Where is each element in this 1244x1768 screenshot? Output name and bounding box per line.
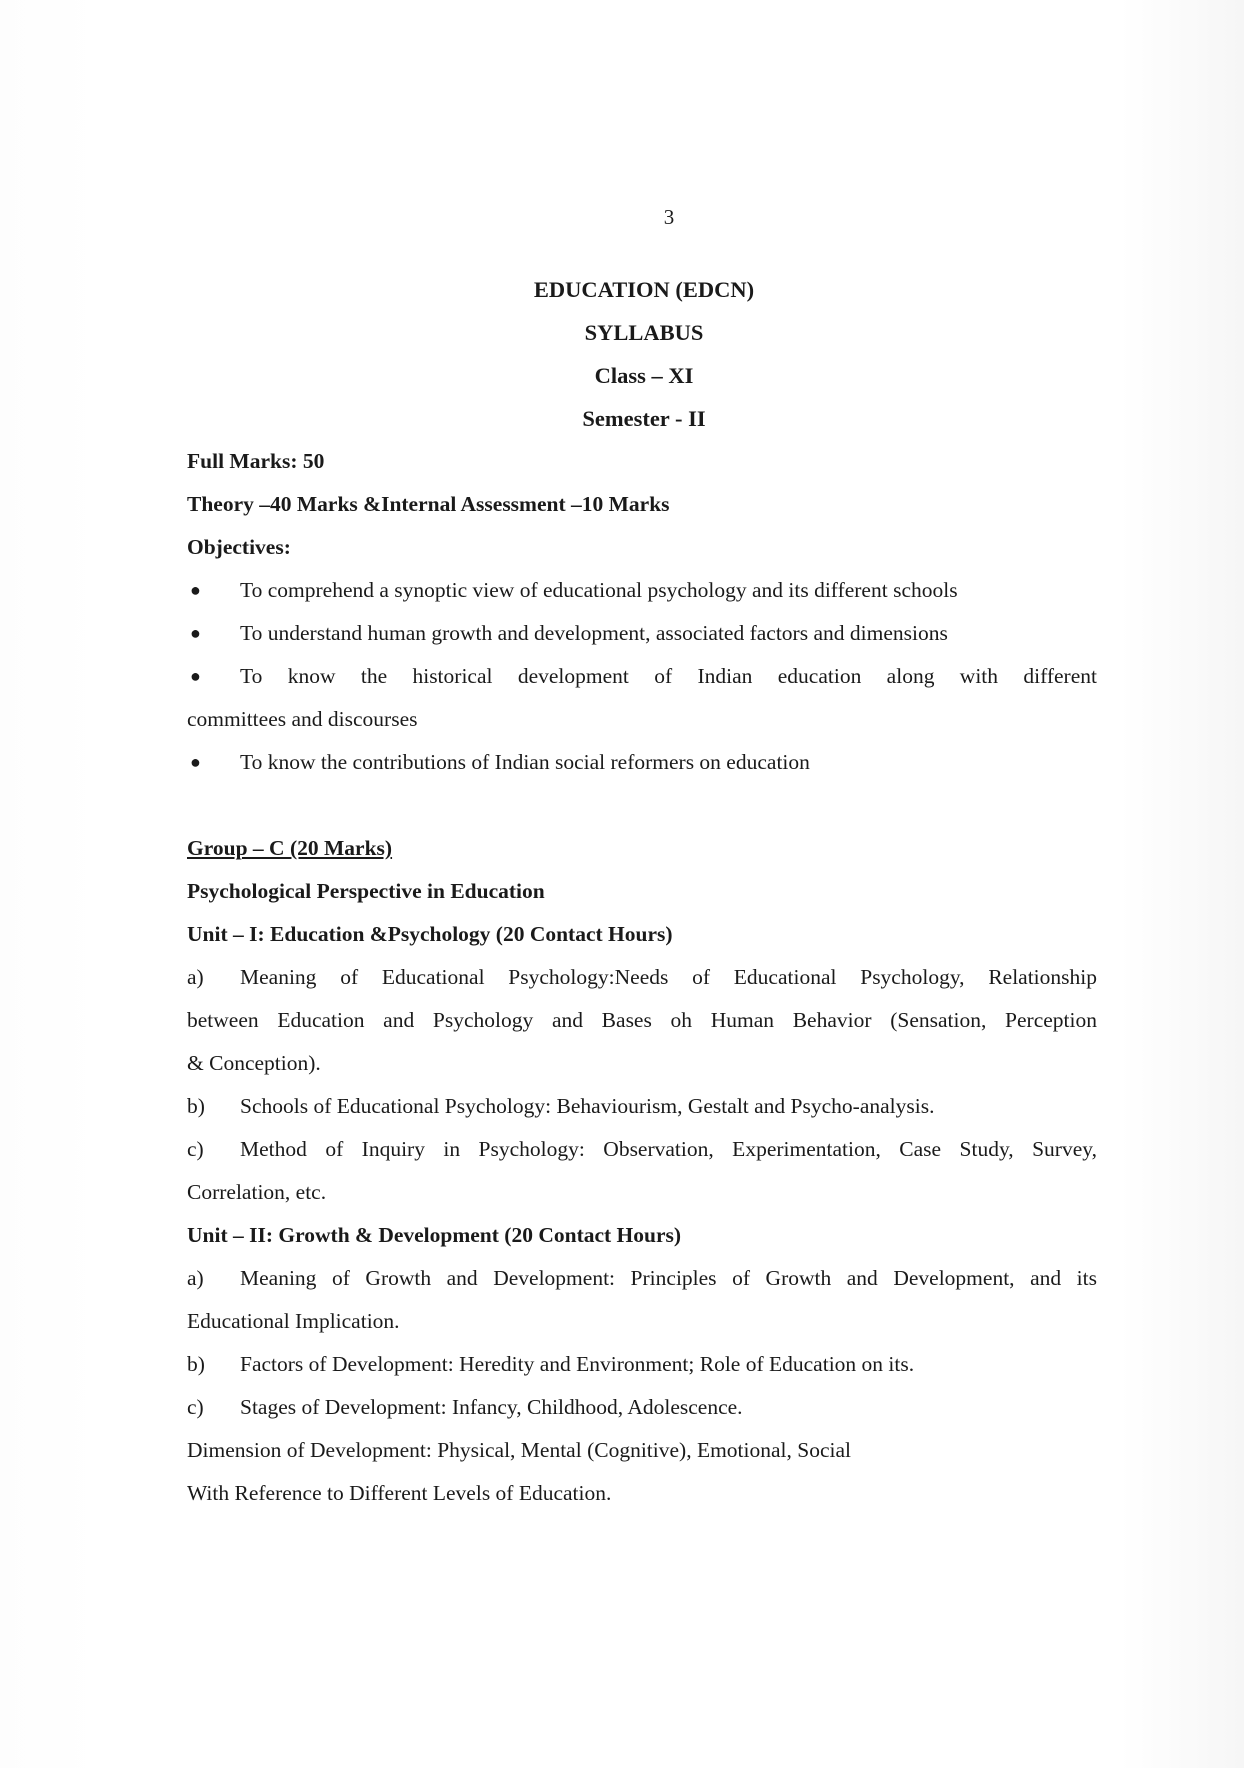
reference-line: With Reference to Different Levels of Education. <box>187 1481 612 1505</box>
item-label: b) <box>187 1094 205 1118</box>
unit2-heading: Unit – II: Growth & Development (20 Contact Hours) <box>187 1223 682 1247</box>
bullet-icon: ● <box>190 666 201 686</box>
group-heading: Group – C (20 Marks) <box>187 836 393 860</box>
objective-item: ● To know the historical development of Indian education along with different <box>187 655 1097 698</box>
objectives-heading: Objectives: <box>187 535 291 559</box>
unit1-item-c: c) Method of Inquiry in Psychology: Observation, Experimentation, Case Study, Survey, <box>187 1128 1097 1171</box>
syllabus-title: SYLLABUS <box>584 320 704 345</box>
class-title: Class – XI <box>594 363 694 388</box>
perspective-heading: Psychological Perspective in Education <box>187 879 545 903</box>
page-number: 3 <box>663 205 675 229</box>
title-block <box>0 268 1244 440</box>
unit1-item-a: a) Meaning of Educational Psychology:Needs of Educational Psychology, Relationship <box>187 956 1097 999</box>
item-label: a) <box>187 1266 204 1290</box>
marks-breakdown: Theory –40 Marks &Internal Assessment –10 Marks <box>187 492 670 516</box>
item-label: b) <box>187 1352 205 1376</box>
unit2-item-a-continuation: Educational Implication. <box>187 1309 400 1333</box>
unit1-item-b: b) Schools of Educational Psychology: Behaviourism, Gestalt and Psycho-analysis. <box>187 1085 1097 1128</box>
syllabus-content <box>187 440 1097 1515</box>
item-label: c) <box>187 1395 204 1419</box>
unit1-heading: Unit – I: Education &Psychology (20 Contact Hours) <box>187 922 673 946</box>
unit1-item-a-continuation: & Conception). <box>187 1051 321 1075</box>
objective-item: ● To understand human growth and development, associated factors and dimensions <box>187 612 1097 655</box>
unit2-item-c: c) Stages of Development: Infancy, Childhood, Adolescence. <box>187 1386 1097 1429</box>
bullet-icon: ● <box>190 752 201 772</box>
unit2-item-a: a) Meaning of Growth and Development: Principles of Growth and Development, and its <box>187 1257 1097 1300</box>
item-label: a) <box>187 965 204 989</box>
semester-title: Semester - II <box>582 406 706 431</box>
bullet-icon: ● <box>190 580 201 600</box>
unit1-item-a-continuation: between Education and Psychology and Bases oh Human Behavior (Sensation, Perception <box>187 1008 1097 1032</box>
item-label: c) <box>187 1137 204 1161</box>
objective-item: ● To comprehend a synoptic view of educational psychology and its different schools <box>187 569 1097 612</box>
bullet-icon: ● <box>190 623 201 643</box>
full-marks: Full Marks: 50 <box>187 449 325 473</box>
unit2-item-b: b) Factors of Development: Heredity and Environment; Role of Education on its. <box>187 1343 1097 1386</box>
dimension-line: Dimension of Development: Physical, Mental (Cognitive), Emotional, Social <box>187 1438 852 1462</box>
objective-item: ● To know the contributions of Indian social reformers on education <box>187 741 1097 784</box>
objective-item-continuation: committees and discourses <box>187 707 418 731</box>
unit1-item-c-continuation: Correlation, etc. <box>187 1180 327 1204</box>
subject-title: EDUCATION (EDCN) <box>533 277 755 302</box>
